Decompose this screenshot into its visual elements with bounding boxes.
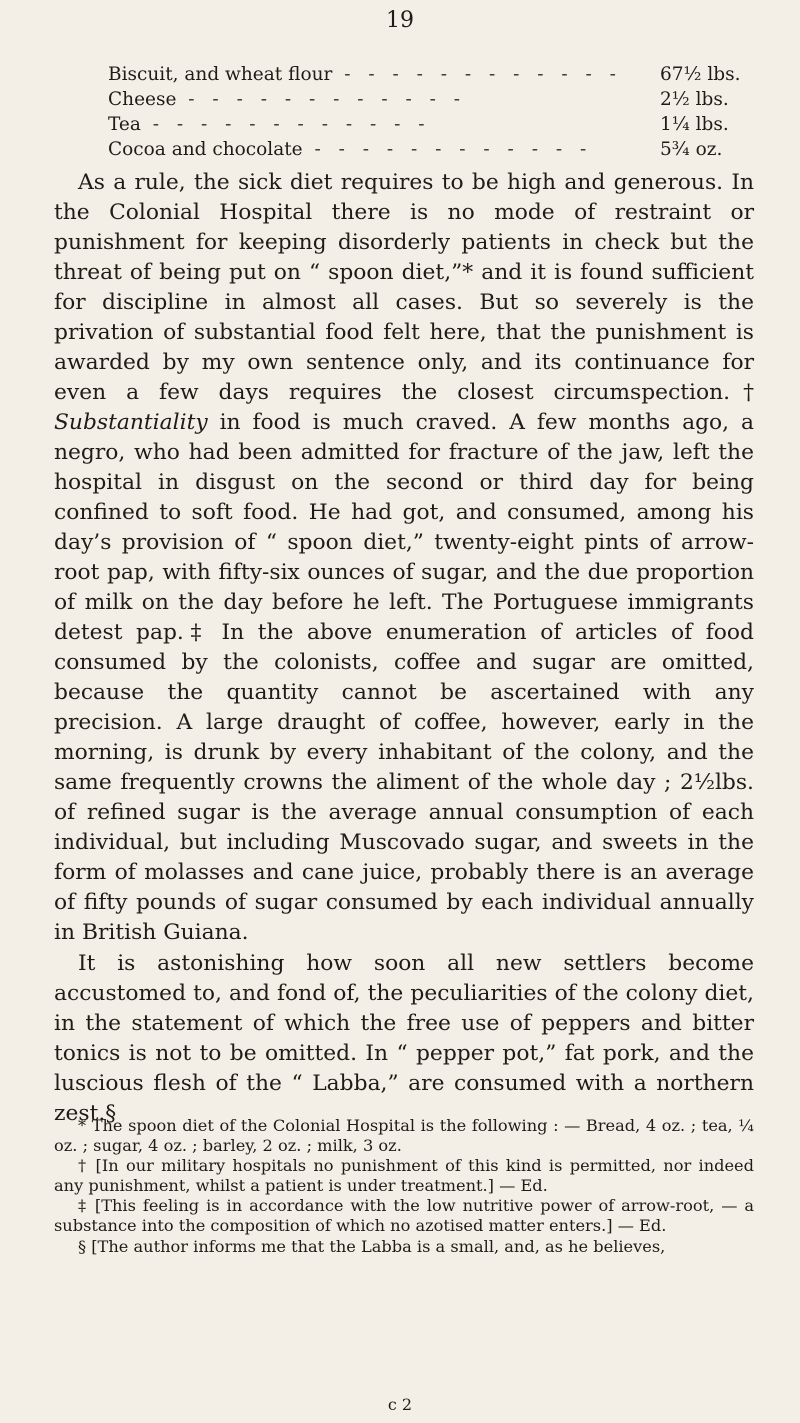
table-item: Biscuit, and wheat flour - - <box>108 62 660 87</box>
paragraph <box>54 168 754 948</box>
table-item: Tea - - <box>108 112 660 137</box>
food-table <box>108 62 741 162</box>
footnote: † [In our military hospitals no punishment of this kind is permitted, nor indeed any punishment, whilst a patient is under treatment.] — Ed. <box>54 1156 754 1195</box>
footnote: ‡ [This feeling is in accordance with the low nutritive power of arrow-root, — a substance into the composition of which no azotised matter enters.] — Ed. <box>54 1196 754 1235</box>
signature-mark: c 2 <box>387 1395 413 1414</box>
footnotes <box>54 1116 754 1257</box>
paragraph-text: As a rule, the sick diet requires to be high and generous. In the Colonial Hospital there is no mode of restraint or punishment for keeping disorderly patients in check but the threat of being put on “ spoon diet,”* and it is found sufficient for discipline in almost all cases. But so severely is the privation of substantial food felt here, that the punishment is awarded by my own sentence only, and its continuance for even a few days requires the closest circumspection.† <box>54 170 754 405</box>
footnote: * The spoon diet of the Colonial Hospital is the following : — Bread, 4 oz. ; tea, ¼ oz. ; sugar, 4 oz. ; barley, 2 oz. ; milk, 3 oz. <box>54 1116 754 1155</box>
table-amount: 1¼ lbs. <box>660 114 729 135</box>
body-text <box>54 168 754 1129</box>
table-item: Cheese - - <box>108 87 660 112</box>
table-row <box>108 137 732 162</box>
emphasis-text: Substantiality <box>54 410 208 435</box>
page-number: 19 <box>386 8 414 33</box>
paragraph: It is astonishing how soon all new settlers become accustomed to, and fond of, the peculiarities of the colony diet, in the statement of which the free use of peppers and bitter tonics is not to be omitted. In “ pepper pot,” fat pork, and the luscious flesh of the “ Labba,” are consumed with a northern zest.§ <box>54 951 754 1126</box>
table-item: Cocoa and chocolate - - <box>108 137 660 162</box>
table-amount: 2½ lbs. <box>660 89 729 110</box>
table-amount: 5¾ oz. <box>660 139 723 160</box>
footnote: § [The author informs me that the Labba is a small, and, as he believes, <box>78 1236 666 1256</box>
table-row <box>108 62 741 87</box>
table-amount: 67½ lbs. <box>660 64 741 85</box>
paragraph-text: in food is much craved. A few months ago, a negro, who had been admitted for fracture of the jaw, left the hospital in disgust on the second or third day for being confined to soft food. He had got, and consumed, among his day’s provision of “ spoon diet,” twenty-eight pints of arrow-root pap, with fifty-six ounces of sugar, and the due proportion of milk on the day before he left. The Portuguese immigrants detest pap.‡ In the above enumeration of articles of food consumed by the colonists, coffee and sugar are omitted, because the quantity cannot be ascertained with any precision. A large draught of coffee, however, early in the morning, is drunk by every inhabitant of the colony, and the same frequently crowns the aliment of the whole day ; 2½lbs. of refined sugar is the average annual consumption of each individual, but including Muscovado sugar, and sweets in the form of molasses and cane juice, probably there is an average of fifty pounds of sugar consumed by each individual annually in British Guiana. <box>54 410 754 945</box>
table-row <box>108 112 732 137</box>
table-row <box>108 87 732 112</box>
